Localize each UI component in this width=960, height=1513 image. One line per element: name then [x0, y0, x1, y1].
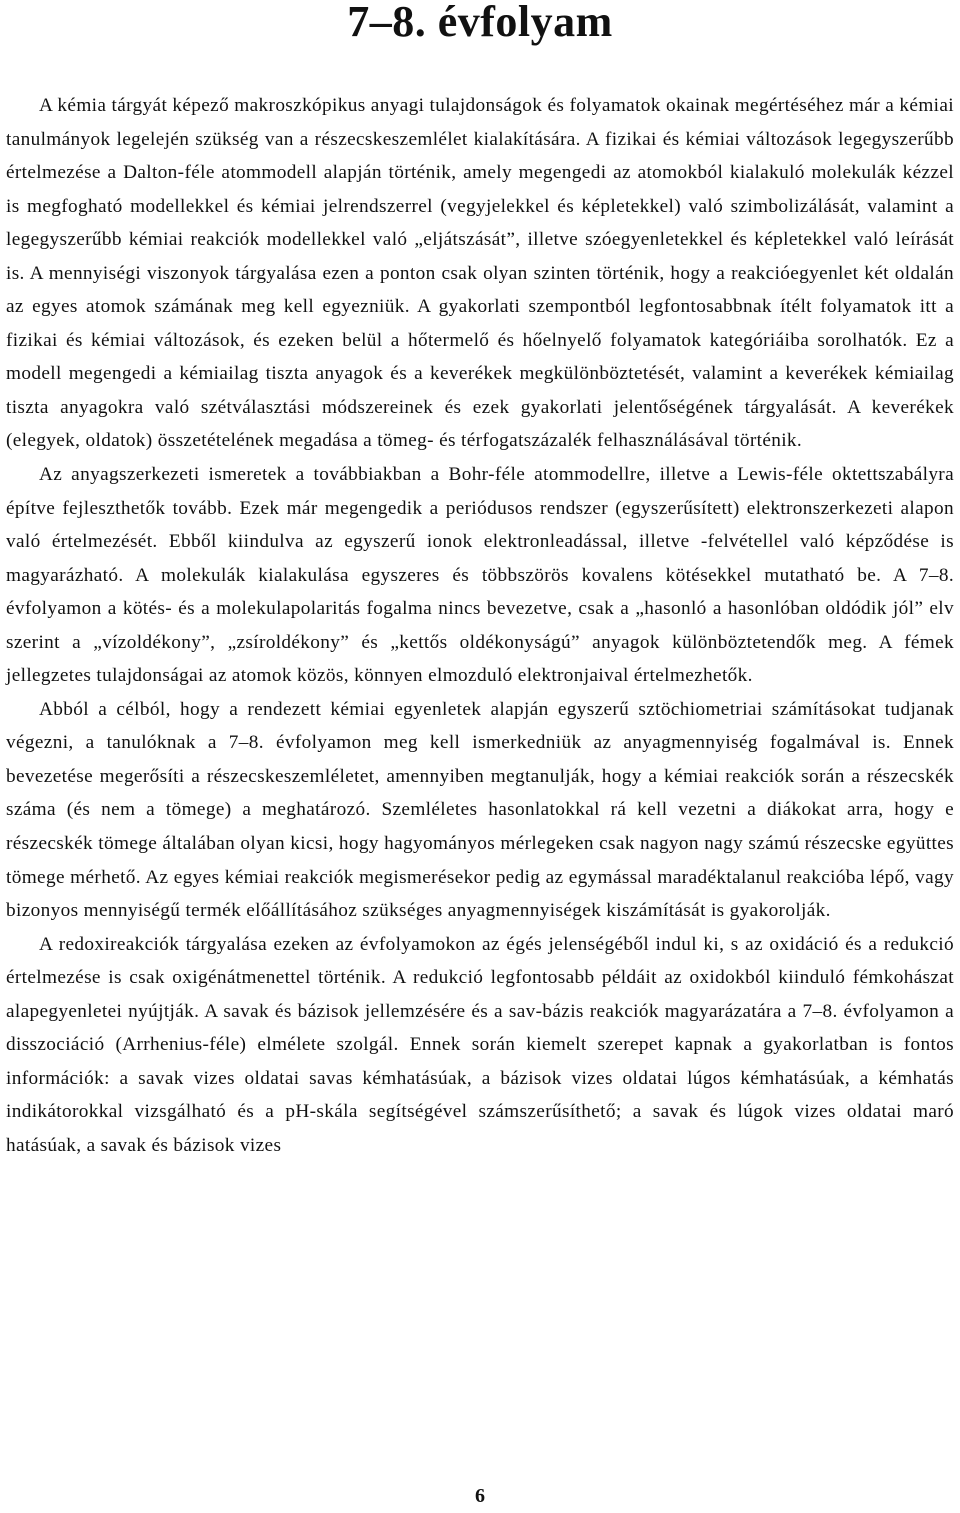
paragraph-4: A redoxireakciók tárgyalása ezeken az évfolyamokon az égés jelenségéből indul ki, s az oxidáció és a redukció értelmezése is csak oxigénátmenettel történik. A redukció legfontosabb példáit az oxidokból kiinduló fémkohászat alapegyenletei nyújtják. A savak és bázisok jellemzésére és a sav-bázis reakciók magyarázatára a 7–8. évfolyamon a disszociáció (Arrhenius-féle) elmélete szolgál. Ennek során kiemelt szerepet kapnak a gyakorlatban is fontos információk: a savak vizes oldatai savas kémhatásúak, a bázisok vizes oldatai lúgos kémhatásúak, a kémhatás indikátorokkal vizsgálható és a pH-skála segítségével számszerűsíthető; a savak és lúgok vizes oldatai maró hatásúak, a savak és bázisok vizes	[6, 933, 954, 1156]
page-title: 7–8. évfolyam	[347, 0, 613, 46]
page-number: 6	[475, 1485, 485, 1507]
paragraph-2: Az anyagszerkezeti ismeretek a továbbiakban a Bohr-féle atommodellre, illetve a Lewis-féle oktettszabályra építve fejleszthetők tovább. Ezek már megengedik a periódusos rendszer (egyszerűsített) elektronszerkezeti alapon való értelmezését. Ebből kiindulva az egyszerű ionok elektronleadással, illetve -felvétellel való képződése is magyarázható. A molekulák kialakulása egyszeres és többszörös kovalens kötésekkel mutatható be. A 7–8. évfolyamon a kötés- és a molekulapolaritás fogalma nincs bevezetve, csak a „hasonló a hasonlóban oldódik jól” elv szerint a „vízoldékony”, „zsíroldékony” és „kettős oldékonyságú” anyagok különböztetendők meg. A fémek jellegzetes tulajdonságai az atomok közös, könnyen elmozduló elektronjaival értelmezhetők.	[6, 464, 954, 687]
paragraph-1: A kémia tárgyát képező makroszkópikus anyagi tulajdonságok és folyamatok okainak megértéséhez már a kémiai tanulmányok legelején szükség van a részecskeszemlélet kialakítására. A fizikai és kémiai változások legegyszerűbb értelmezése a Dalton-féle atommodell alapján történik, amely megengedi az atomokból kialakuló molekulák kézzel is megfogható modellekkel és kémiai jelrendszerrel (vegyjelekkel és képletekkel) való szimbolizálását, valamint a legegyszerűbb kémiai reakciók modellekkel való „eljátszását”, illetve szóegyenletekkel és képletekkel való leírását is. A mennyiségi viszonyok tárgyalása ezen a ponton csak olyan szinten történik, hogy a reakcióegyenlet két oldalán az egyes atomok számának meg kell egyezniük. A gyakorlati szempontból legfontosabbnak ítélt folyamatok itt a fizikai és kémiai változások, és ezeken belül a hőtermelő és hőelnyelő folyamatok kategóriáiba sorolhatók. Ez a modell megengedi a kémiailag tiszta anyagok és a keverékek megkülönböztetését, valamint a keverékek kémiailag tiszta anyagokra való szétválasztási módszereinek és ezek gyakorlati jelentőségének tárgyalását. A keverékek (elegyek, oldatok) összetételének megadása a tömeg- és térfogatszázalék felhasználásával történik.	[6, 95, 954, 452]
paragraph-3: Abból a célból, hogy a rendezett kémiai egyenletek alapján egyszerű sztöchiometriai számításokat tudjanak végezni, a tanulóknak a 7–8. évfolyamon meg kell ismerkedniük az anyagmennyiség fogalmával is. Ennek bevezetése megerősíti a részecskeszemléletet, amennyiben megtanulják, hogy a kémiai reakciók során a részecskék száma (és nem a tömege) a meghatározó. Szemléletes hasonlatokkal rá kell vezetni a diákokat arra, hogy e részecskék tömege általában olyan kicsi, hogy hagyományos mérlegeken csak nagyon nagy számú részecske együttes tömege mérhető. Az egyes kémiai reakciók megismerésekor pedig az egymással maradéktalanul reakcióba lépő, vagy bizonyos mennyiségű termék előállításához szükséges anyagmennyiségek kiszámítását is gyakorolják.	[6, 698, 954, 922]
body-text	[6, 89, 954, 1163]
document-page	[6, 0, 954, 1513]
